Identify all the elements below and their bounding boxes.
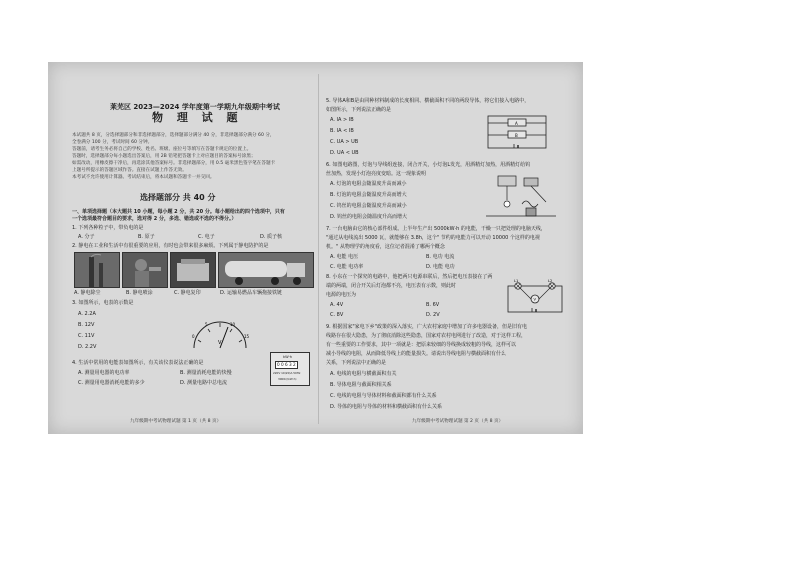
section-note-line: 一个选项最符合题目的要求，选对得 2 分，多选、错选或不选的不得分。） (72, 216, 237, 222)
instruction-line: 本试题共 8 页，分选择题部分和非选择题部分，选择题部分满分 40 分，非选择题部分满分 60 分， (72, 133, 275, 138)
q7-option-d: D. 电能 电功 (426, 264, 455, 270)
section-note-line: 一、单项选择题（本大题共 10 小题，每小题 2 分，共 20 分。每小题给出的四个选项中，只有 (72, 209, 285, 215)
q2-option-a: A. 静电除尘 (74, 290, 101, 296)
q8-circuit-diagram (504, 280, 566, 316)
photo-dust-removal (74, 252, 120, 288)
q4-option-d: D. 测量电路中总电流 (180, 380, 228, 386)
q7-option-c: C. 电能 电功率 (330, 264, 364, 270)
meter-digits: 0 0 6 3 2 (277, 362, 296, 367)
footer-left: 九年级期中考试物理试题 第 1 页（共 8 页） (130, 419, 222, 424)
q8-option-b: B. 6V (426, 302, 440, 308)
q2-option-d: D. 运输易燃品车辆拖接铁链 (220, 290, 283, 296)
q8-option-d: D. 2V (426, 312, 440, 318)
header-line1: 莱芜区 2023—2024 学年度第一学期九年级期中考试 (110, 103, 280, 111)
instructions (72, 132, 316, 181)
section-title: 选择题部分 共 40 分 (140, 193, 216, 202)
gauge-unit: V (218, 340, 222, 346)
q7-stem-line: "通过从电线流出 5000 瓦，就能够在 3.8h，这个" 节约的电能力可以开动 10000 个这样的电视 (326, 235, 540, 241)
alcohol-lamp-icon (526, 208, 536, 216)
q9-option-a: A. 电线的电阻与横截面积有关 (330, 371, 397, 377)
q3-stem: 3. 如图所示，电表的示数是 (72, 300, 134, 306)
q1-option-a: A. 分子 (78, 234, 95, 240)
q3-option-d: D. 2.2V (78, 344, 97, 350)
q4-option-b: B. 测量消耗电能的快慢 (180, 370, 232, 376)
q5-stem-line: 如图所示，下列说法正确的是 (326, 107, 392, 113)
meter-spec-line2: 3000r/(kW·h) (278, 377, 297, 381)
gauge-tick: 10 (230, 322, 236, 327)
gauge-tick: 15 (244, 334, 250, 339)
q8-stem-line: 电源的电压为 (326, 292, 357, 298)
label-l1: L1 (514, 279, 519, 283)
q9-stem-line: 减小导线的电阻，从而降低导线上的能量损失。请说出导线电阻与横截面积有什么 (326, 351, 507, 357)
q7-stem-line: 7. 一台电脑由它的核心部件组成。上半年生产出 5000kW·h 的电能，干燥一只把处理的电脑天线， (326, 226, 546, 232)
resistor-label-b: B (515, 133, 518, 138)
q3-option-c: C. 11V (78, 333, 95, 339)
q6-option-b: B. 灯泡的电阻会随温度升高而增大 (330, 192, 407, 198)
spray-photo-icon (123, 253, 167, 287)
q6-experiment-diagram (486, 174, 556, 218)
q1-option-c: C. 电子 (198, 234, 215, 240)
meter-unit: kW·h (283, 355, 293, 359)
q4-option-a: A. 测量用电器的电功率 (78, 370, 130, 376)
instruction-line: 本考试不允许使用计算器。考试结束后，将本试题和答题卡一并交回。 (72, 175, 215, 180)
q5-circuit-diagram (486, 114, 548, 150)
label-l2: L2 (548, 279, 553, 283)
q6-option-a: A. 灯泡的电阻会随温度升高而减小 (330, 181, 407, 187)
q9-stem-line: 有一些重要的工作要求，其中一项就是：把原来较细的导线换成较粗的导线，这样可以 (326, 342, 517, 348)
q9-option-b: B. 导体电阻与截面积相关系 (330, 382, 392, 388)
q4-stem: 4. 生活中常用的电能表如图所示，有关该仪表说法正确的是 (72, 360, 204, 366)
voltmeter-gauge (190, 318, 250, 354)
q5-option-d: D. UA < UB (330, 150, 359, 156)
q9-option-d: D. 导体的电阻与导体的材料和横截面积有什么关系 (330, 404, 443, 410)
truck-photo-icon (219, 253, 313, 287)
q1-stem: 1. 下列各种粒子中，带负电的是 (72, 225, 144, 231)
q6-option-d: D. 钨丝的电阻会随温度升高而增大 (330, 214, 408, 220)
q1-option-d: D. 质子核 (260, 234, 283, 240)
q2-option-c: C. 静电复印 (174, 290, 201, 296)
q9-stem-line: 线路存在很大隐患，为了彻底消除这些隐患，国家对农村电网进行了改造，对于这样工程， (326, 333, 527, 339)
q3-option-a: A. 2.2A (78, 311, 96, 317)
exam-sheet (48, 62, 583, 434)
copier-photo-icon (171, 253, 215, 287)
q9-option-c: C. 电线的电阻与导体材料和截面积都有什么关系 (330, 393, 437, 399)
q7-stem-line: 机。" 从物理学的角度看，这位记者混淆了哪两个概念 (326, 244, 445, 250)
q6-option-c: C. 钨丝的电阻会随温度升高而减小 (330, 203, 407, 209)
q8-option-c: C. 8V (330, 312, 344, 318)
lamp-icon (504, 201, 510, 207)
instruction-line: 如需改动，用橡皮擦干净后，再选涂其他答案标号。非选择题部分，用 0.5 毫米黑色签字笔在答题卡 (72, 161, 276, 166)
q1-option-b: B. 原子 (138, 234, 155, 240)
q8-stem-line: 8. 小东在一个探究的电路中，他把两只电源串联后，然后把电压表接在了两 (326, 274, 493, 280)
q2-option-b: B. 静电喷涂 (126, 290, 153, 296)
q5-option-b: B. IA < IB (330, 128, 354, 134)
right-page (326, 62, 576, 434)
instruction-line: 答题前，请考生务必将自己的学校、姓名、班级、座位号等填写在答题卡规定的位置上。 (72, 147, 252, 152)
label-v: V (533, 297, 536, 302)
chimney-photo-icon (75, 253, 119, 287)
q6-stem-line: 丝加热，发现小灯泡亮度变暗。这一现象说明 (326, 171, 427, 177)
instruction-line: 全卷满分 100 分，考试时间 60 分钟。 (72, 140, 153, 145)
resistor-label-a: A (515, 121, 518, 126)
q9-stem-line: 关系，下列说法中正确的是 (326, 360, 387, 366)
energy-meter (270, 352, 310, 386)
q5-stem-line: 5. 导体A和B是由同种材料制成的长度相同、横截面积不同的两段导体，将它们接入电路中， (326, 98, 530, 104)
page-divider (318, 74, 319, 424)
q9-stem-line: 9. 根据国家"家电下乡"政策的深入落实，广大农村家庭中增加了许多电器设备，但是旧有电 (326, 324, 527, 330)
q5-option-a: A. IA > IB (330, 117, 354, 123)
meter-spec-line1: 220V 10(20)A 50Hz (273, 371, 301, 375)
q5-option-c: C. UA > UB (330, 139, 359, 145)
instruction-line: 上题号所提示的答题区域作答。直接在试题上作答无效。 (72, 168, 187, 173)
photo-tank-truck (218, 252, 314, 288)
q3-option-b: B. 12V (78, 322, 95, 328)
page-title: 物 理 试 题 (152, 111, 243, 124)
q4-option-c: C. 测量用电器消耗电能的多少 (78, 380, 145, 386)
left-page (70, 62, 318, 434)
q8-option-a: A. 4V (330, 302, 344, 308)
footer-right: 九年级期中考试物理试题 第 2 页（共 8 页） (412, 419, 504, 424)
q6-stem-line: 6. 如图电路图，灯泡与导线组连接，闭合开关，小灯泡L发光，用酒精灯加热，用酒精灯给钨 (326, 162, 531, 168)
gauge-tick: 0 (192, 334, 195, 339)
gauge-tick: 5 (205, 322, 208, 327)
photo-photocopy (170, 252, 216, 288)
instruction-line: 答题时，选择题部分每小题选出答案后，用 2B 铅笔把答题卡上对应题目的答案标号涂黑； (72, 154, 256, 159)
q8-stem-line: 端的两端，闭合开关后灯泡都不亮，电压表有示数，则此时 (326, 283, 457, 289)
q2-stem: 2. 静电在工业和生活中有很重要的应用，有时也会带来很多麻烦。下列属于静电防护的是 (72, 243, 269, 249)
q7-option-a: A. 电能 电压 (330, 254, 359, 260)
photo-spray-painting (122, 252, 168, 288)
q7-option-b: B. 电功 电流 (426, 254, 455, 260)
